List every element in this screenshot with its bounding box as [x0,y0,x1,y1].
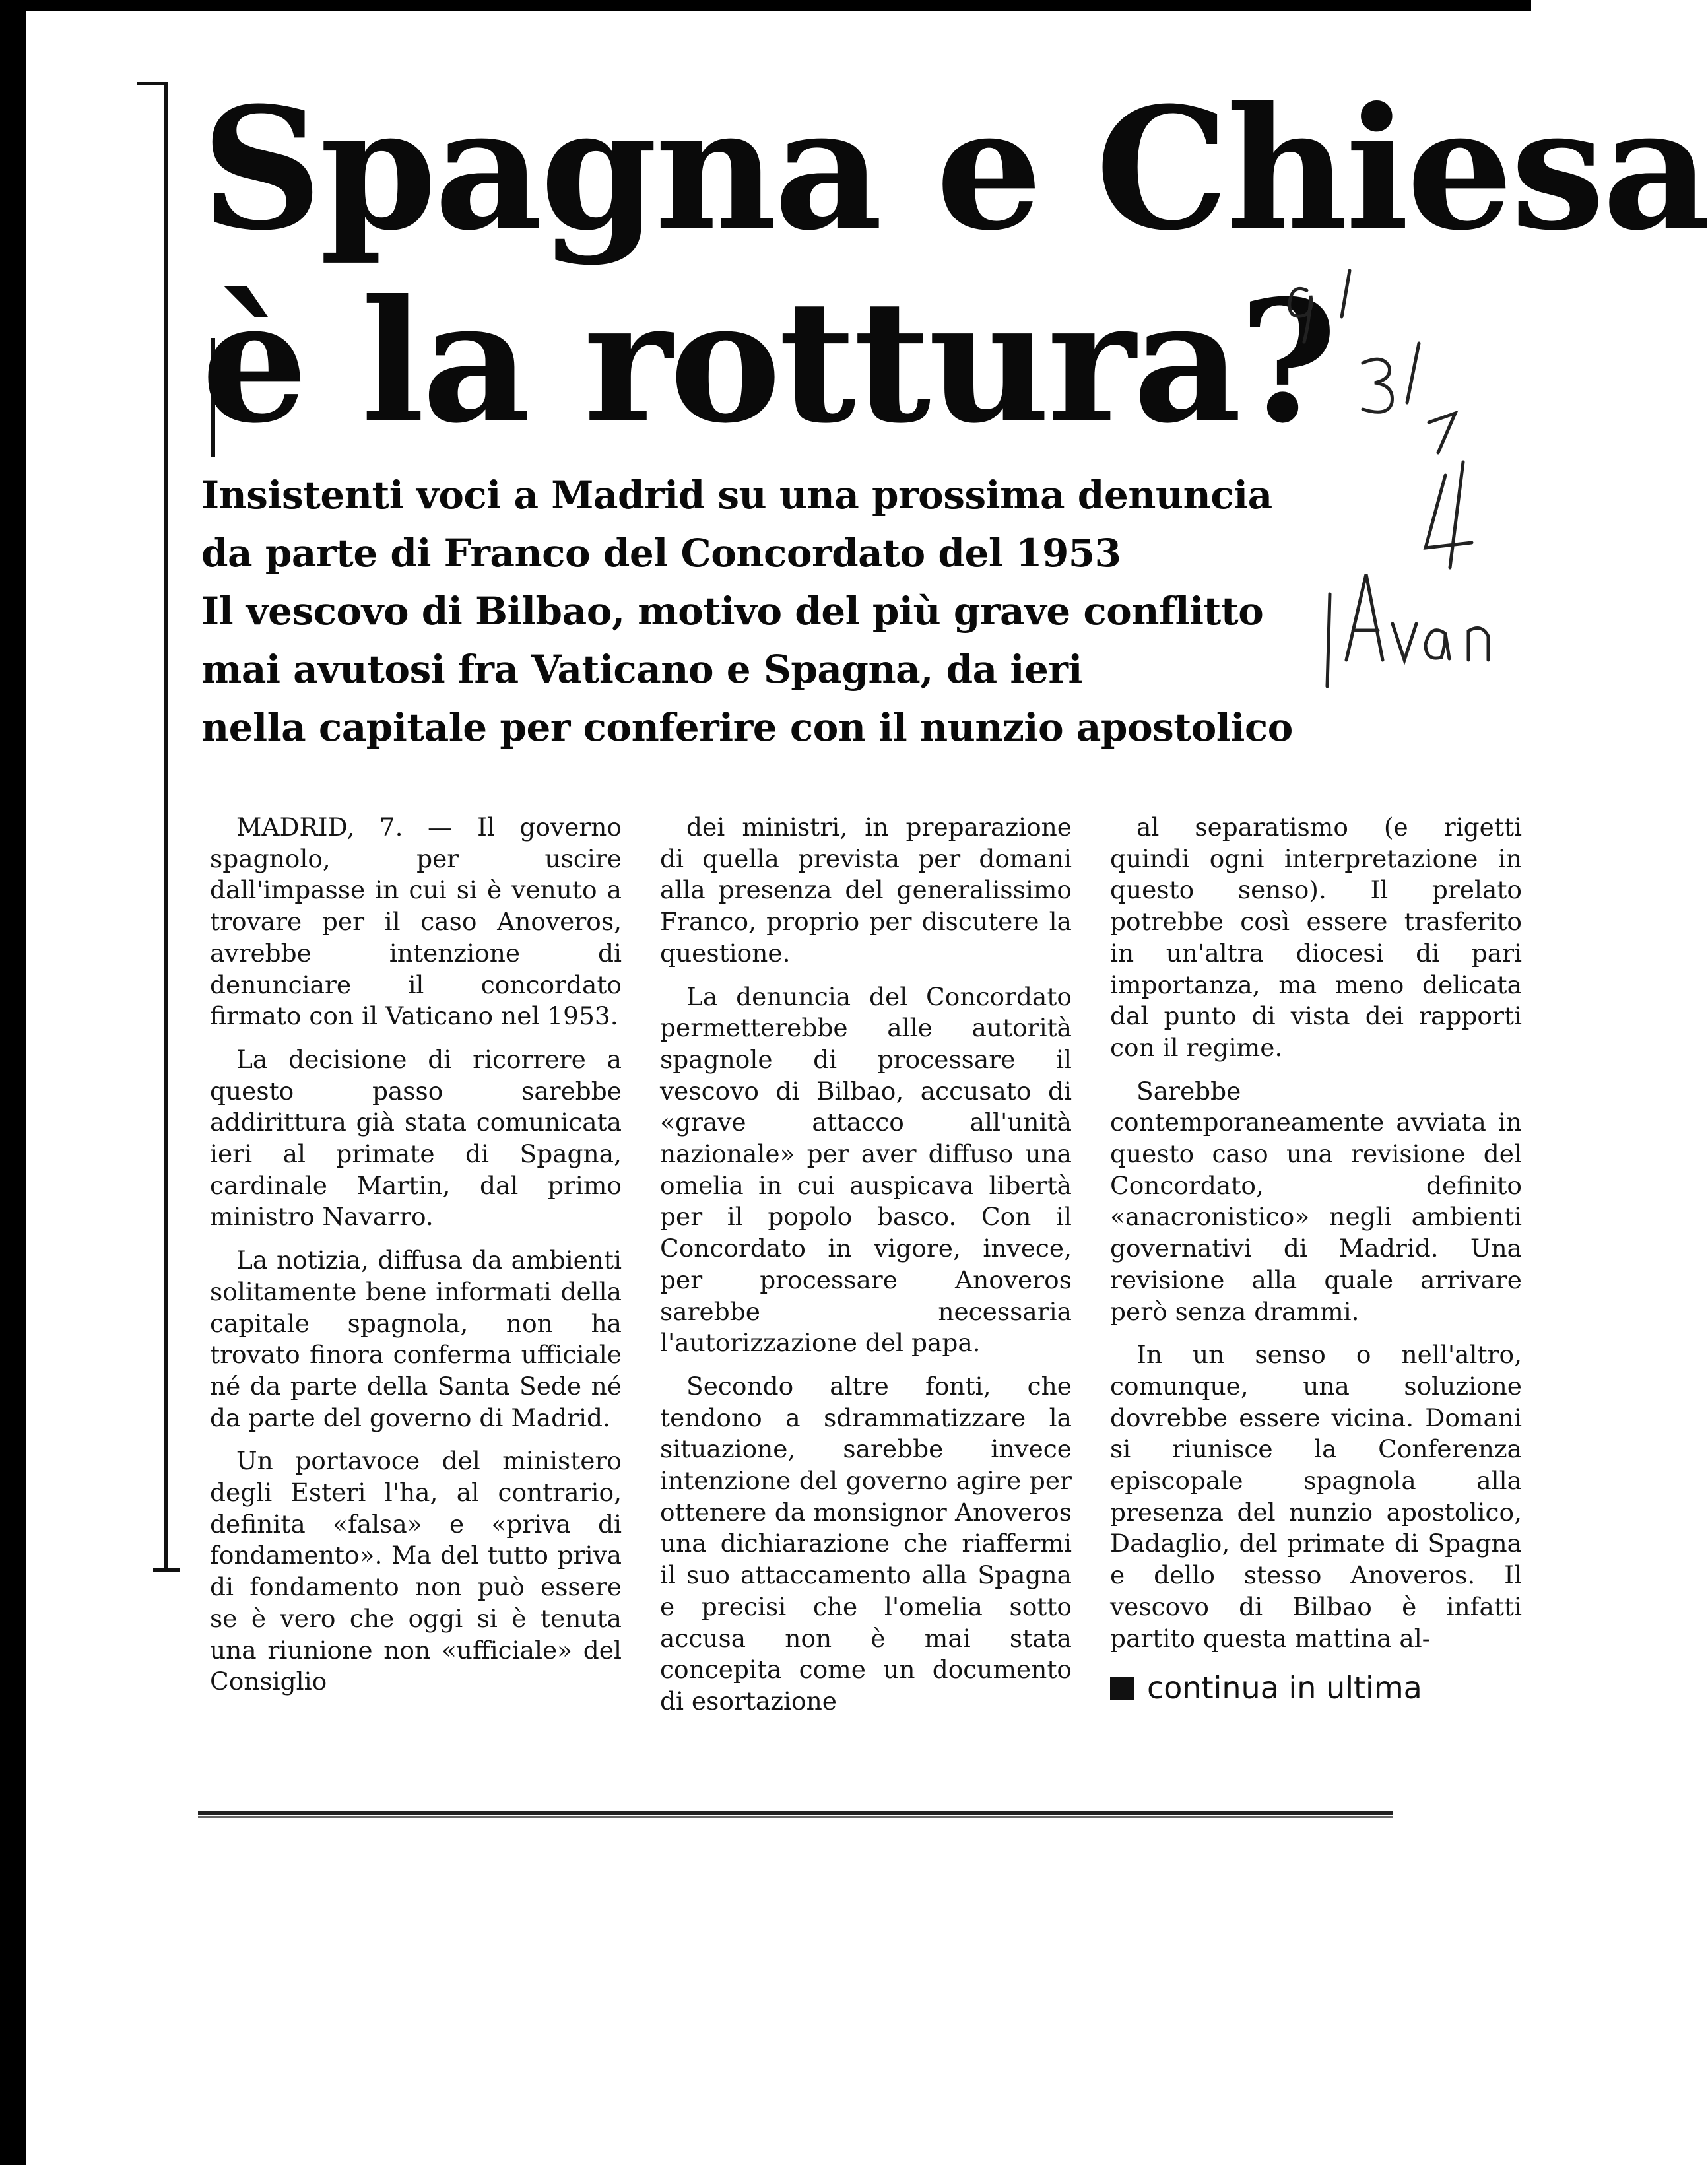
article-column-3 [1110,812,1522,1706]
bottom-rule-thin [198,1816,1393,1818]
paragraph: La denuncia del Concordato permetterebbe alle autorità spagnole di processare il vescovo di Bilbao, accusato di «grave attacco all'unità nazionale» per aver diffuso una omelia in cui auspicava libertà per il popolo basco. Con il Concordato in vigore, invece, per processare Anoveros sarebbe necessaria l'autorizzazione del papa. [660,982,1072,1358]
scan-frame-left [0,0,26,2165]
subheadline [201,466,1389,756]
continuation-note [1110,1670,1522,1706]
paragraph: Sarebbe contemporaneamente avviata in questo caso una revisione del Concordato, definito «anacronistico» negli ambienti governativi di Madrid. Una revisione alla quale arrivare però senza drammi. [1110,1076,1522,1326]
subhead-line: nella capitale per conferire con il nunzio apostolico [201,705,1293,750]
paragraph: Secondo altre fonti, che tendono a sdrammatizzare la situazione, sarebbe invece intenzione del governo agire per ottenere da monsignor Anoveros una dichiarazione che riaffermi il suo attaccamento alla Spagna e precisi che l'omelia sotto accusa non è mai stata concepita come un documento di esortazione [660,1371,1072,1715]
headline-line-2: è la rottura? [201,263,1335,460]
headline-line-1: Spagna e Chiesa [201,71,1708,267]
subhead-line: Il vescovo di Bilbao, motivo del più grave conflitto [201,589,1264,634]
article-column-2 [660,812,1072,1715]
paragraph: Un portavoce del ministero degli Esteri l'ha, al contrario, definita «falsa» e «priva di fondamento». Ma del tutto priva di fondamento non può essere se è vero che oggi si è tenuta una riunione non «ufficiale» del Consiglio [210,1446,622,1696]
subhead-line: Insistenti voci a Madrid su una prossima denuncia [201,473,1272,517]
black-square-icon [1110,1677,1134,1700]
paragraph: MADRID, 7. — Il governo spagnolo, per uscire dall'impasse in cui si è venuto a trovare per il caso Anoveros, avrebbe intenzione di denunciare il concordato firmato con il Vaticano nel 1953. [210,813,622,1031]
subhead-line: da parte di Franco del Concordato del 1953 [201,531,1121,576]
paragraph: La decisione di ricorrere a questo passo sarebbe addirittura già stata comunicata ieri al primate di Spagna, cardinale Martin, dal primo ministro Navarro. [210,1044,622,1232]
subhead-line: mai avutosi fra Vaticano e Spagna, da ieri [201,647,1082,692]
bottom-rule [198,1811,1393,1815]
paragraph: al separatismo (e rigetti quindi ogni interpretazione in questo senso). Il prelato potrebbe così essere trasferito in un'altra diocesi di pari importanza, ma meno delicata dal punto di vista dei rapporti con il regime. [1110,813,1522,1062]
paragraph: In un senso o nell'altro, comunque, una soluzione dovrebbe essere vicina. Domani si riunisce la Conferenza episcopale spagnola alla presenza del nunzio apostolico, Dadaglio, del primate di Spagna e dello stesso Anoveros. Il vescovo di Bilbao è infatti partito questa mattina al- [1110,1340,1522,1653]
paragraph: dei ministri, in preparazione di quella prevista per domani alla presenza del generalissimo Franco, proprio per discutere la questione. [660,813,1072,968]
article-column-1 [210,812,622,1696]
handwritten-annotation [1277,264,1528,686]
clipping-bracket-bottom [153,1568,180,1572]
scan-frame-top [0,0,1531,11]
continuation-text: continua in ultima [1147,1670,1422,1706]
clipping-bracket-line [164,82,168,1571]
paragraph: La notizia, diffusa da ambienti solitamente bene informati della capitale spagnola, non ha trovato finora conferma ufficiale né da parte della Santa Sede né da parte del governo di Madrid. [210,1246,622,1432]
article-body [210,812,1523,1715]
